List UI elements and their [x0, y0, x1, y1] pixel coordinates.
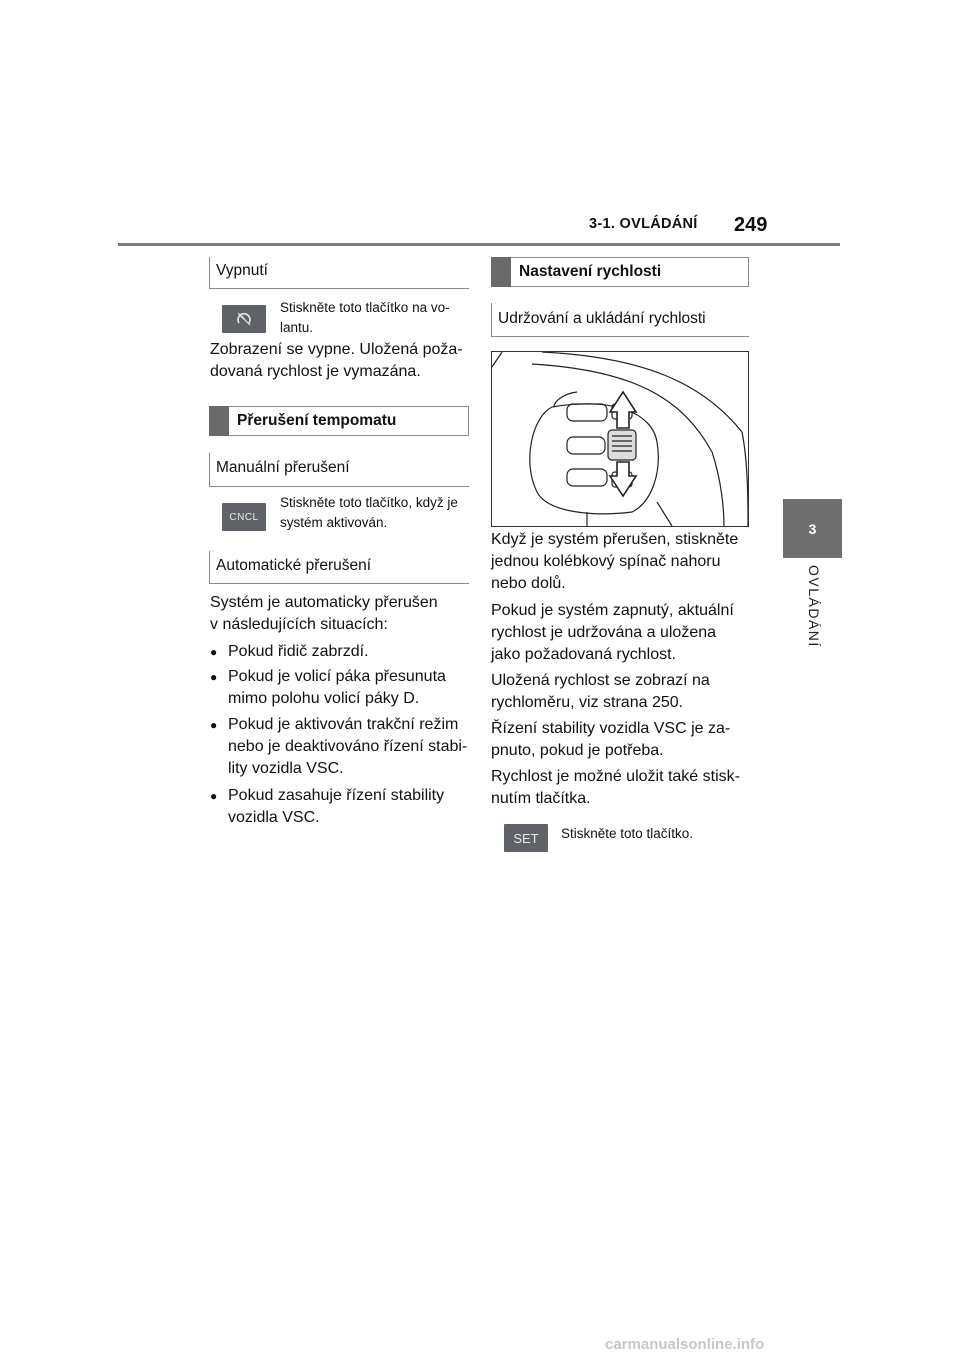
header-divider: [118, 243, 840, 246]
set-button-icon: [504, 824, 548, 852]
bullet-item: ● Pokud řidič zabrzdí.: [210, 641, 369, 663]
manual-instruction: Stiskněte toto tlačítko, když je systém aktivován.: [280, 495, 458, 530]
vypnuti-instruction: Stiskněte toto tlačítko na vo- lantu.: [280, 300, 450, 335]
heading-udrzovani-text: Udržování a ukládání rychlosti: [498, 310, 706, 327]
watermark: carmanualsonline.info: [605, 1336, 765, 1353]
heading-auto-text: Automatické přerušení: [216, 557, 372, 574]
paragraph-1: Když je systém přerušen, stiskněte jednou kolébkový spínač nahoru nebo dolů.: [491, 531, 739, 592]
cruise-off-button-icon: [222, 305, 266, 333]
heading-vypnuti: [209, 257, 469, 289]
bullet-item: ● Pokud zasahuje řízení stability vozidla VSC.: [210, 785, 444, 829]
vypnuti-result: Zobrazení se vypne. Uložená poža- dovaná rychlost je vymazána.: [210, 341, 463, 380]
heading-preruseni-text: Přerušení tempomatu: [237, 412, 397, 429]
heading-preruseni: [209, 406, 469, 436]
heading-bar: [209, 406, 229, 436]
bullet-item: ● Pokud je aktivován trakční režim nebo je deaktivováno řízení stabi- lity vozidla VSC.: [210, 714, 467, 780]
running-header-section: 3-1. OVLÁDÁNÍ: [589, 216, 698, 232]
paragraph-3: Uložená rychlost se zobrazí na rychloměru, viz strana 250.: [491, 672, 710, 711]
paragraph-2: Pokud je systém zapnutý, aktuální rychlost je udržována a uložena jako požadovaná rychlost.: [491, 602, 734, 663]
heading-bar: [491, 257, 511, 287]
heading-auto: [209, 551, 469, 584]
speedometer-icon: [235, 310, 253, 328]
steering-wheel-illustration: [491, 351, 749, 527]
set-instruction: Stiskněte toto tlačítko.: [561, 826, 694, 841]
paragraph-5: Rychlost je možné uložit také stisk- nutím tlačítka.: [491, 768, 740, 807]
cncl-button-icon: [222, 503, 266, 531]
page-number: 249: [734, 214, 768, 236]
chapter-label: OVLÁDÁNÍ: [806, 565, 822, 648]
auto-intro: Systém je automaticky přerušen v následujících situacích:: [210, 594, 438, 633]
paragraph-4: Řízení stability vozidla VSC je za- pnuto, pokud je potřeba.: [491, 720, 731, 759]
steering-wheel-rocker-switch-icon: [492, 352, 748, 526]
heading-udrzovani: [491, 303, 749, 337]
set-button-label: SET: [513, 830, 539, 846]
heading-manual: [209, 453, 469, 487]
heading-manual-text: Manuální přerušení: [216, 459, 350, 476]
bullet-item: ● Pokud je volicí páka přesunuta mimo polohu volicí páky D.: [210, 666, 446, 710]
heading-nastaveni-text: Nastavení rychlosti: [519, 263, 662, 280]
cncl-button-label: CNCL: [229, 511, 259, 523]
chapter-tab: 3: [783, 499, 842, 558]
heading-vypnuti-text: Vypnutí: [216, 262, 268, 279]
heading-nastaveni: [491, 257, 749, 287]
